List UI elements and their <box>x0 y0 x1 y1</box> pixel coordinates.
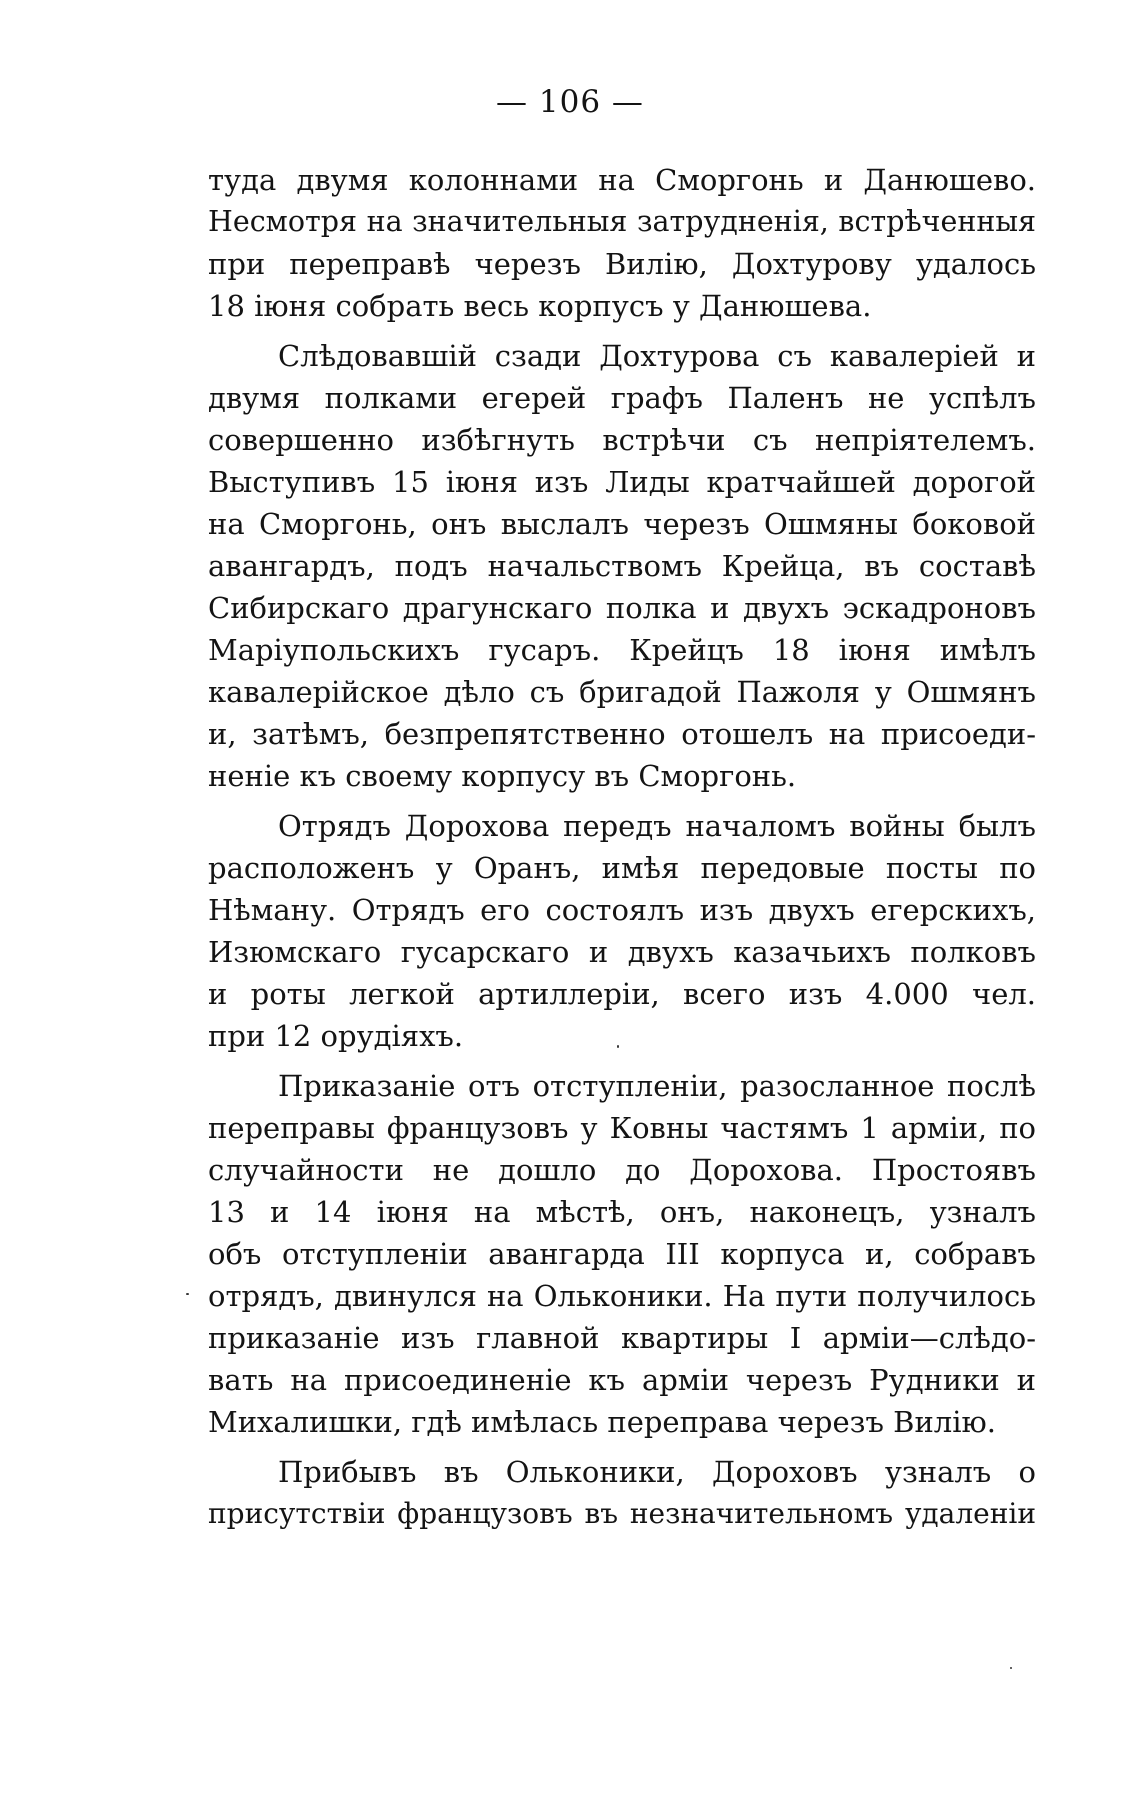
text-line: Михалишки, гдѣ имѣлась переправа черезъ Вилію. <box>208 1405 996 1439</box>
text-line: Сибирскаго драгунскаго полка и двухъ эскадроновъ <box>208 591 1036 625</box>
text-line: Несмотря на значительныя затрудненія, встрѣченныя <box>208 205 1036 238</box>
text-line: приказаніе изъ главной квартиры I арміи—слѣдо- <box>208 1321 1036 1355</box>
text-line: авангардъ, подъ начальствомъ Крейца, въ составѣ <box>208 549 1036 583</box>
text-line: случайности не дошло до Дорохова. Простоявъ <box>208 1153 1036 1187</box>
text-line: объ отступленіи авангарда III корпуса и, собравъ <box>208 1237 1036 1271</box>
paragraph-4 <box>208 1065 1036 1443</box>
text-line: неніе къ своему корпусу въ Сморгонь. <box>208 759 797 793</box>
text-line: 18 іюня собрать весь корпусъ у Данюшева. <box>208 289 872 323</box>
text-line: переправы французовъ у Ковны частямъ 1 арміи, по <box>208 1111 1036 1145</box>
text-line: на Сморгонь, онъ выслалъ черезъ Ошмяны боковой <box>208 507 1036 541</box>
text-line: Маріупольскихъ гусаръ. Крейцъ 18 іюня имѣлъ <box>208 633 1036 667</box>
text-line: расположенъ у Оранъ, имѣя передовые посты по <box>208 851 1036 885</box>
text-line: вать на присоединеніе къ арміи черезъ Рудники и <box>208 1363 1036 1397</box>
text-line: Приказаніе отъ отступленіи, разосланное послѣ <box>278 1069 1036 1103</box>
text-body <box>208 159 1036 1535</box>
text-line: Прибывъ въ Ольконики, Дороховъ узналъ о <box>278 1455 1036 1489</box>
scan-speck <box>617 1045 619 1048</box>
scan-speck <box>1010 1667 1012 1669</box>
paragraph-5 <box>208 1451 1036 1535</box>
text-line: при 12 орудіяхъ. <box>208 1019 464 1053</box>
page-number: — 106 — <box>496 84 644 120</box>
text-line: совершенно избѣгнуть встрѣчи съ непріятелемъ. <box>208 423 1036 457</box>
text-line: отрядъ, двинулся на Ольконики. На пути получилось <box>208 1279 1036 1313</box>
text-line: Изюмскаго гусарскаго и двухъ казачьихъ полковъ <box>208 935 1036 969</box>
text-line: туда двумя колоннами на Сморгонь и Данюшево. <box>208 163 1036 197</box>
paragraph-3 <box>208 805 1036 1057</box>
text-line: Слѣдовавшій сзади Дохтурова съ кавалеріей и <box>278 339 1036 373</box>
text-line: Нѣману. Отрядъ его состоялъ изъ двухъ егерскихъ, <box>208 893 1036 927</box>
text-line: кавалерійское дѣло съ бригадой Пажоля у Ошмянъ <box>208 675 1036 709</box>
text-line: и, затѣмъ, безпрепятственно отошелъ на присоеди- <box>208 717 1036 751</box>
text-line: при переправѣ черезъ Вилію, Дохтурову удалось <box>208 247 1036 281</box>
paragraph-1 <box>208 159 1036 327</box>
text-line: 13 и 14 іюня на мѣстѣ, онъ, наконецъ, узналъ <box>208 1195 1036 1229</box>
text-line: Отрядъ Дорохова передъ началомъ войны былъ <box>278 809 1036 843</box>
text-line: присутствіи французовъ въ незначительномъ удаленіи <box>208 1497 1036 1530</box>
text-line: и роты легкой артиллеріи, всего изъ 4.000 чел. <box>208 977 1036 1011</box>
text-line: Выступивъ 15 іюня изъ Лиды кратчайшей дорогой <box>208 465 1036 499</box>
paragraph-2 <box>208 335 1036 797</box>
text-line: двумя полками егерей графъ Паленъ не успѣлъ <box>208 381 1036 415</box>
scan-speck <box>186 1293 189 1295</box>
